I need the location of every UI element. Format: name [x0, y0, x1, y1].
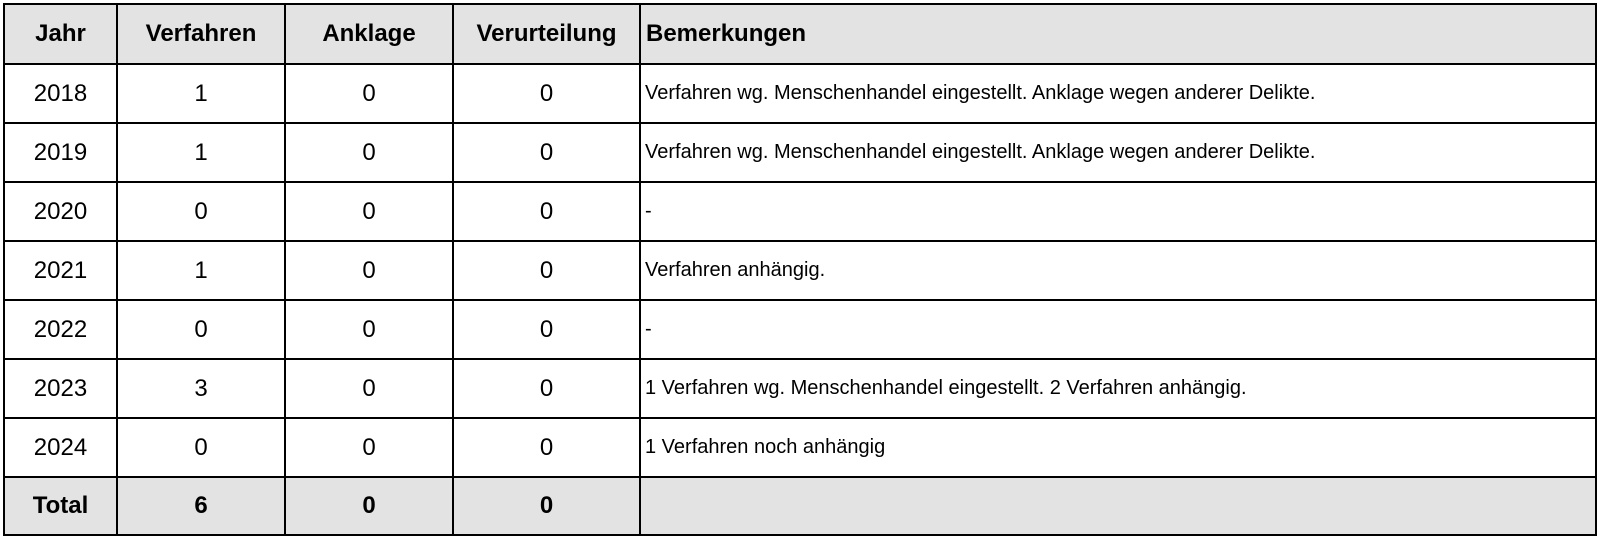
total-anklage: 0 [285, 477, 453, 535]
header-verfahren: Verfahren [117, 4, 285, 64]
cell-verurteilung: 0 [453, 123, 640, 182]
cell-jahr: 2019 [4, 123, 117, 182]
cell-anklage: 0 [285, 241, 453, 300]
total-row [4, 477, 1596, 535]
cell-verfahren: 1 [117, 241, 285, 300]
cell-verurteilung: 0 [453, 64, 640, 123]
cell-bemerkungen: Verfahren anhängig. [640, 241, 1596, 300]
cell-verfahren: 1 [117, 64, 285, 123]
cell-verfahren: 0 [117, 182, 285, 241]
statistics-table-container [3, 3, 1597, 536]
header-bemerkungen: Bemerkungen [640, 4, 1596, 64]
cell-verurteilung: 0 [453, 418, 640, 477]
total-verurteilung: 0 [453, 477, 640, 535]
table-row [4, 123, 1596, 182]
cell-verurteilung: 0 [453, 241, 640, 300]
cell-anklage: 0 [285, 182, 453, 241]
cell-anklage: 0 [285, 359, 453, 418]
cell-verfahren: 0 [117, 418, 285, 477]
cell-verurteilung: 0 [453, 359, 640, 418]
cell-verurteilung: 0 [453, 300, 640, 359]
table-row [4, 182, 1596, 241]
cell-anklage: 0 [285, 300, 453, 359]
cell-bemerkungen: Verfahren wg. Menschenhandel eingestellt. Anklage wegen anderer Delikte. [640, 64, 1596, 123]
total-bemerkungen [640, 477, 1596, 535]
cell-anklage: 0 [285, 123, 453, 182]
cell-verurteilung: 0 [453, 182, 640, 241]
table-row [4, 359, 1596, 418]
header-row [4, 4, 1596, 64]
cell-bemerkungen: - [640, 182, 1596, 241]
total-verfahren: 6 [117, 477, 285, 535]
cell-jahr: 2022 [4, 300, 117, 359]
table-row [4, 418, 1596, 477]
table-row [4, 300, 1596, 359]
table-row [4, 64, 1596, 123]
cell-bemerkungen: Verfahren wg. Menschenhandel eingestellt. Anklage wegen anderer Delikte. [640, 123, 1596, 182]
cell-jahr: 2024 [4, 418, 117, 477]
cell-jahr: 2020 [4, 182, 117, 241]
total-label: Total [4, 477, 117, 535]
header-jahr: Jahr [4, 4, 117, 64]
table-row [4, 241, 1596, 300]
cell-verfahren: 0 [117, 300, 285, 359]
cell-anklage: 0 [285, 64, 453, 123]
cell-jahr: 2021 [4, 241, 117, 300]
cell-bemerkungen: 1 Verfahren noch anhängig [640, 418, 1596, 477]
cell-verfahren: 1 [117, 123, 285, 182]
cell-verfahren: 3 [117, 359, 285, 418]
header-anklage: Anklage [285, 4, 453, 64]
cell-anklage: 0 [285, 418, 453, 477]
cell-jahr: 2018 [4, 64, 117, 123]
statistics-table [3, 3, 1597, 536]
cell-bemerkungen: - [640, 300, 1596, 359]
cell-bemerkungen: 1 Verfahren wg. Menschenhandel eingestellt. 2 Verfahren anhängig. [640, 359, 1596, 418]
header-verurteilung: Verurteilung [453, 4, 640, 64]
cell-jahr: 2023 [4, 359, 117, 418]
